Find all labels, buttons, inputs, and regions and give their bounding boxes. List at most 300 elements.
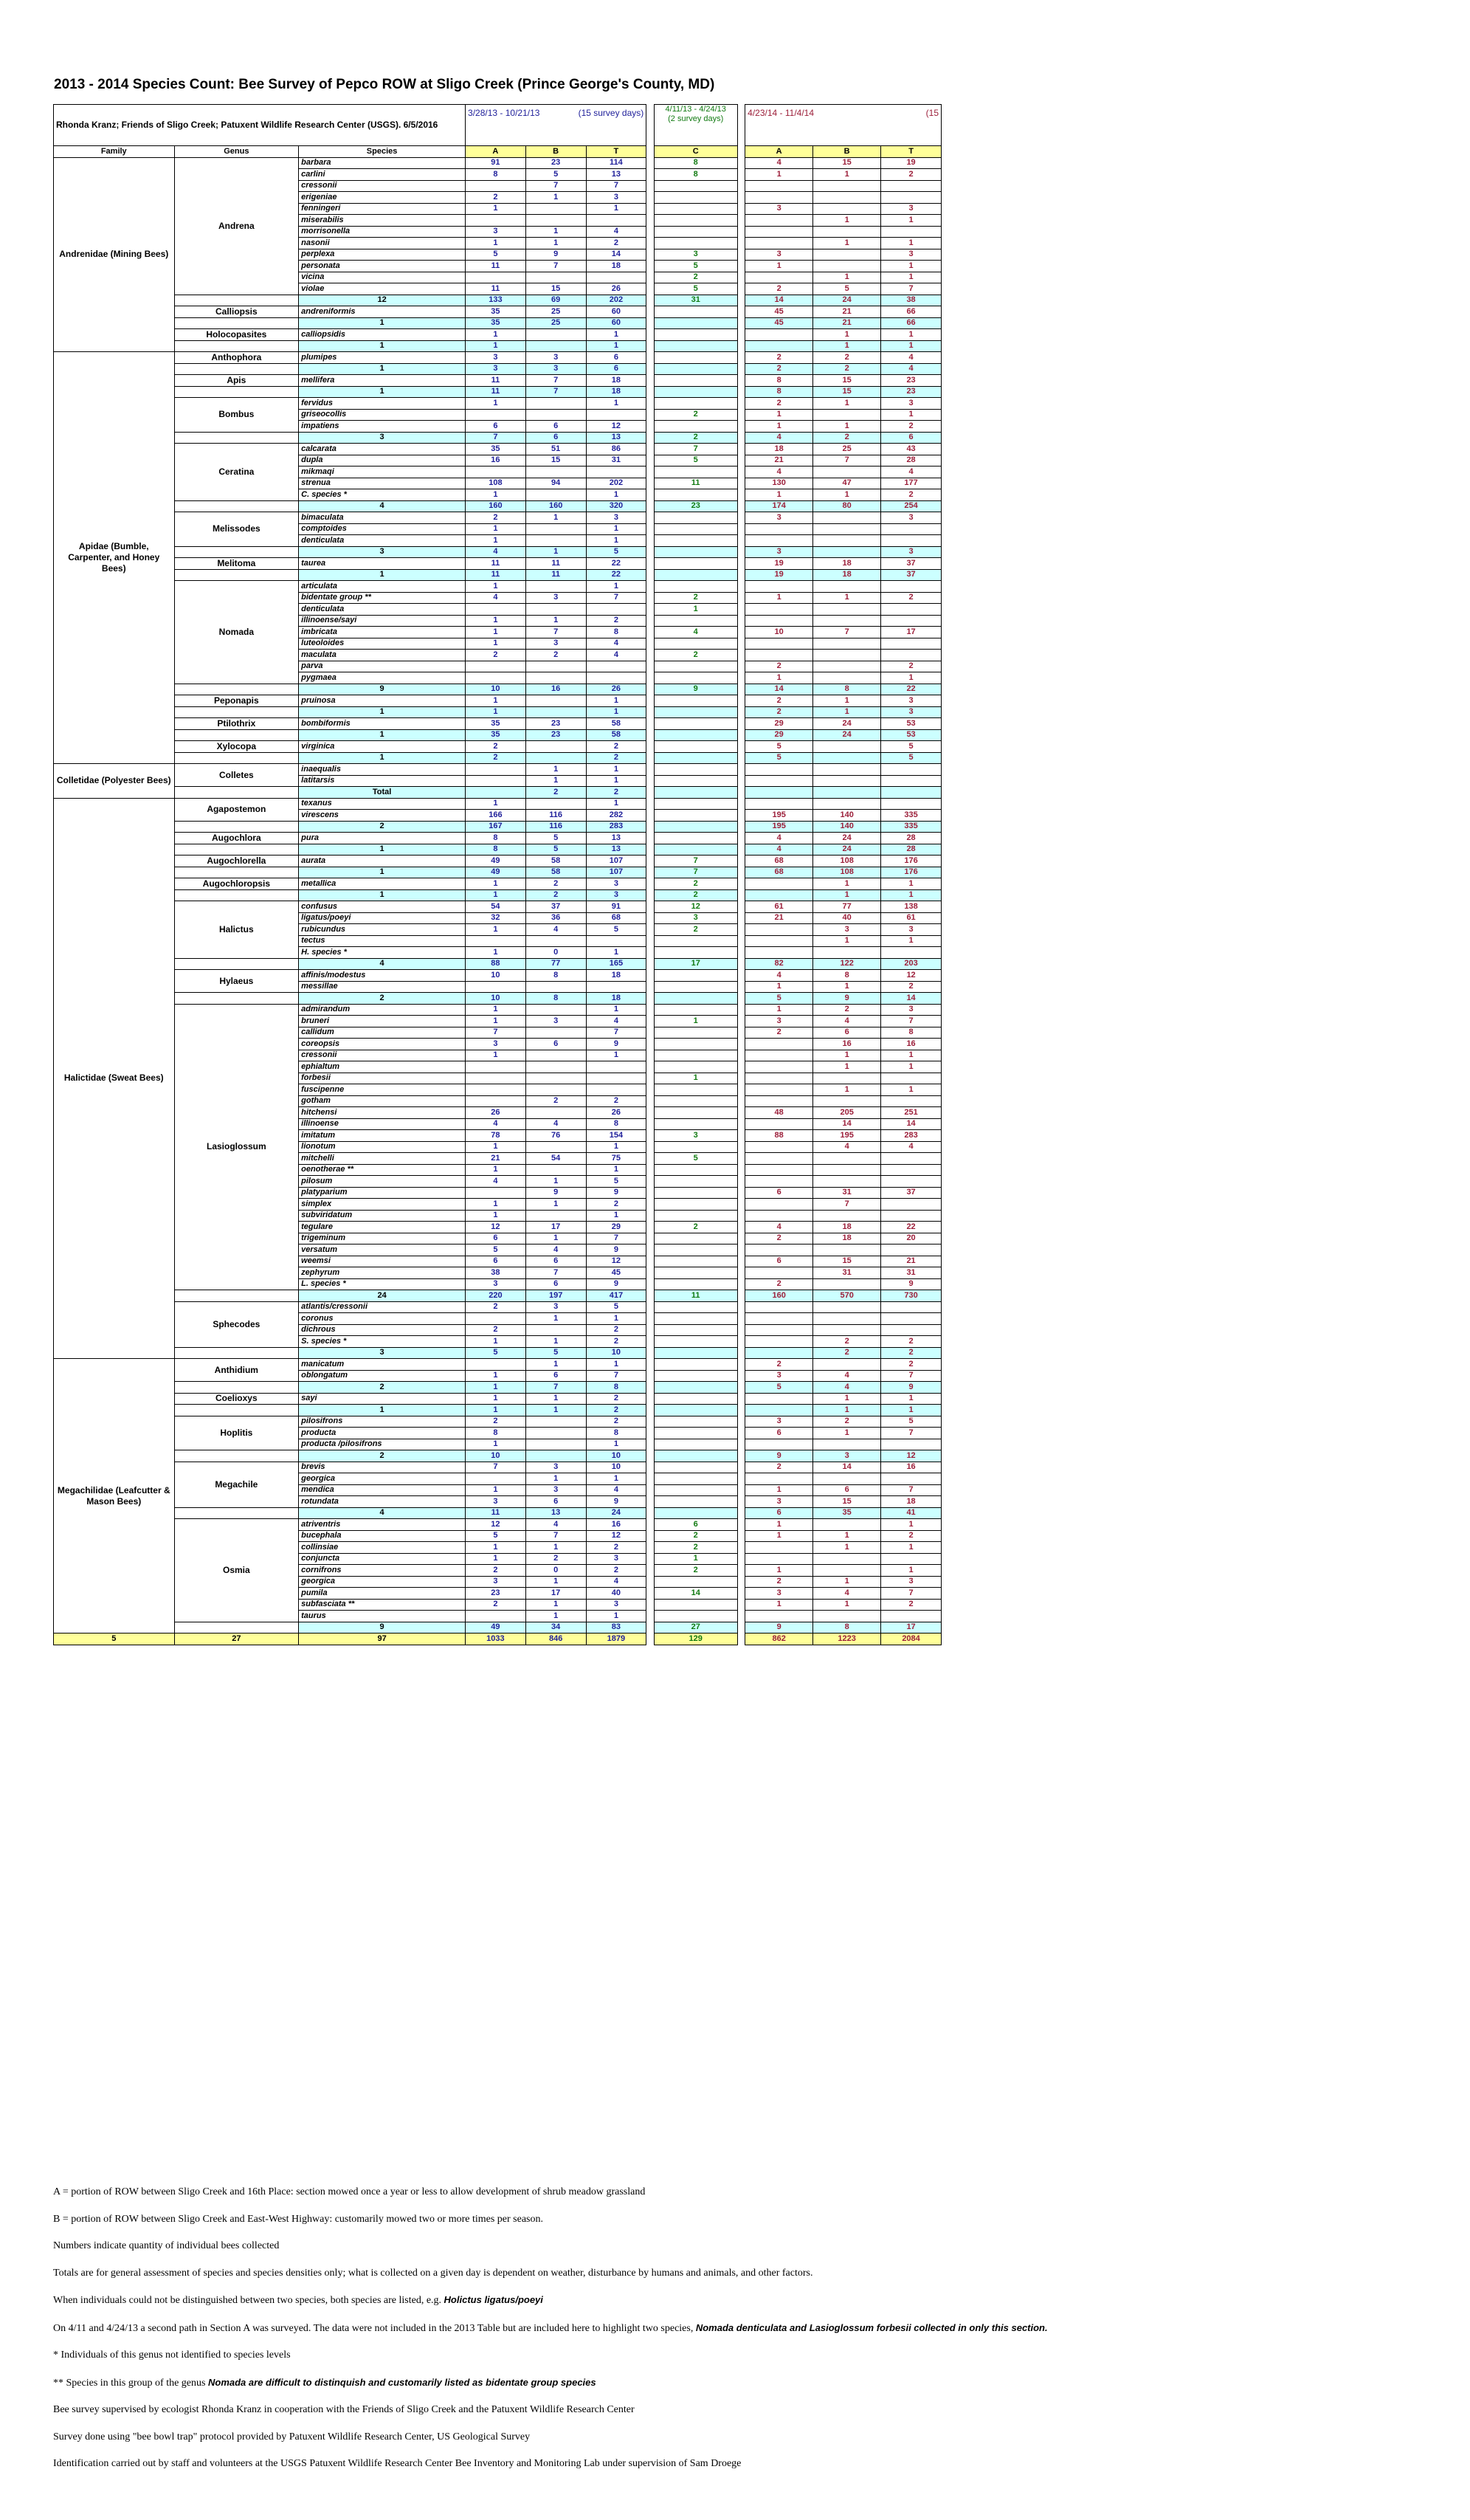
- count-c: [654, 1256, 737, 1267]
- count-a-2014: [745, 238, 813, 249]
- count-c: 1: [654, 1016, 737, 1027]
- count-c: [654, 1336, 737, 1348]
- count-t-2014: 1: [881, 1542, 942, 1554]
- species-name: mikmaqi: [299, 467, 466, 478]
- count-c: 8: [654, 169, 737, 181]
- footnote-text: Totals are for general assessment of species and species densities only; what is collected on a given day is dependent on weather, disturbance by humans and animals, and other factors.: [53, 2267, 813, 2279]
- count-b-2013: 2: [525, 650, 586, 661]
- count-a-2014: 195: [745, 821, 813, 833]
- count-b-2014: 5: [813, 283, 881, 295]
- count-t-2014: 28: [881, 844, 942, 856]
- count-b-2013: 1: [525, 1542, 586, 1554]
- count-b-2013: 2: [525, 878, 586, 890]
- count-a-2013: 1: [466, 638, 526, 650]
- count-a-2014: [745, 581, 813, 593]
- species-name: imitatum: [299, 1130, 466, 1142]
- count-t-2014: 23: [881, 386, 942, 398]
- count-c: [654, 1095, 737, 1107]
- count-t-2013: 1: [586, 764, 646, 776]
- count-t-2014: [881, 638, 942, 650]
- species-name: versatum: [299, 1244, 466, 1256]
- count-c: 3: [654, 912, 737, 924]
- count-t-2013: 417: [586, 1290, 646, 1302]
- count-t-2014: 14: [881, 993, 942, 1005]
- count-t-2014: [881, 1153, 942, 1165]
- count-t-2014: [881, 787, 942, 799]
- species-name: lionotum: [299, 1141, 466, 1153]
- count-t-2013: 10: [586, 1450, 646, 1462]
- genus-subtotal-row: [54, 432, 942, 444]
- count-t-2014: 12: [881, 970, 942, 982]
- count-c: [654, 1187, 737, 1199]
- count-t-2014: 2: [881, 981, 942, 993]
- count-b-2013: 1: [525, 1199, 586, 1211]
- count-t-2013: 45: [586, 1267, 646, 1279]
- count-a-2013: 167: [466, 821, 526, 833]
- count-a-2014: 61: [745, 901, 813, 913]
- table-row: [54, 1004, 942, 1016]
- species-name: ligatus/poeyi: [299, 912, 466, 924]
- count-a-2013: 11: [466, 569, 526, 581]
- count-t-2013: 22: [586, 558, 646, 570]
- count-a-2013: 21: [466, 1153, 526, 1165]
- genus-cell: Sphecodes: [174, 1301, 299, 1347]
- count-t-2013: 9: [586, 1039, 646, 1050]
- species-name: forbesii: [299, 1073, 466, 1084]
- count-a-2014: 1: [745, 1530, 813, 1542]
- count-a-2013: 1: [466, 329, 526, 341]
- species-name: atlantis/cressonii: [299, 1301, 466, 1313]
- table-row: [54, 1462, 942, 1473]
- table-row: [54, 329, 942, 341]
- count-a-2014: 2: [745, 283, 813, 295]
- table-row: [54, 901, 942, 913]
- count-b-2013: 7: [525, 386, 586, 398]
- count-t-2014: 22: [881, 684, 942, 695]
- genus-subtotal-blank: [174, 386, 299, 398]
- count-t-2014: 9: [881, 1278, 942, 1290]
- count-c: [654, 638, 737, 650]
- count-b-2014: 140: [813, 810, 881, 822]
- count-c: [654, 1611, 737, 1622]
- count-a-2013: [466, 1359, 526, 1371]
- count-b-2013: 0: [525, 1565, 586, 1577]
- count-a-2014: 5: [745, 752, 813, 764]
- authors-note: Rhonda Kranz; Friends of Sligo Creek; Patuxent Wildlife Research Center (USGS). 6/5/2016: [54, 105, 466, 146]
- count-b-2013: 116: [525, 821, 586, 833]
- count-b-2013: [525, 706, 586, 718]
- count-t-2014: 2: [881, 169, 942, 181]
- count-b-2014: [813, 1324, 881, 1336]
- genus-subtotal-row: [54, 958, 942, 970]
- species-name: gotham: [299, 1095, 466, 1107]
- count-t-2013: 8: [586, 1382, 646, 1394]
- count-b-2014: 2: [813, 1336, 881, 1348]
- count-b-2013: 6: [525, 1256, 586, 1267]
- species-name: fuscipenne: [299, 1084, 466, 1096]
- table-row: [54, 878, 942, 890]
- species-name: simplex: [299, 1199, 466, 1211]
- count-a-2013: 4: [466, 1118, 526, 1130]
- count-b-2013: 6: [525, 432, 586, 444]
- genus-subtotal-row: [54, 1450, 942, 1462]
- total-b-2013: 846: [525, 1633, 586, 1645]
- period-c-days: (2 survey days): [668, 114, 724, 123]
- count-t-2014: [881, 1244, 942, 1256]
- count-t-2013: 83: [586, 1622, 646, 1633]
- species-name: taurea: [299, 558, 466, 570]
- count-t-2013: 3: [586, 1553, 646, 1565]
- count-t-2014: 1: [881, 672, 942, 684]
- count-b-2014: 195: [813, 1130, 881, 1142]
- count-t-2013: 154: [586, 1130, 646, 1142]
- count-a-2014: [745, 1095, 813, 1107]
- species-name: taurus: [299, 1611, 466, 1622]
- count-t-2014: [881, 535, 942, 547]
- count-a-2014: [745, 889, 813, 901]
- count-t-2014: 3: [881, 398, 942, 410]
- species-name: tegulare: [299, 1222, 466, 1233]
- period-c-header: [654, 105, 737, 146]
- species-name: manicatum: [299, 1359, 466, 1371]
- count-b-2014: 1: [813, 340, 881, 352]
- count-a-2014: 6: [745, 1256, 813, 1267]
- count-b-2013: [525, 798, 586, 810]
- count-t-2013: 2: [586, 238, 646, 249]
- count-t-2013: 1: [586, 1141, 646, 1153]
- genus-subtotal-row: [54, 1507, 942, 1519]
- footnote-text: Identification carried out by staff and volunteers at the USGS Patuxent Wildlife Research Center Bee Inventory and Monitoring Lab under supervision of Sam Droege: [53, 2458, 742, 2469]
- species-count: 2: [299, 1382, 466, 1394]
- count-a-2014: 8: [745, 386, 813, 398]
- count-b-2013: 7: [525, 1382, 586, 1394]
- count-b-2014: 2: [813, 1347, 881, 1359]
- count-a-2014: 14: [745, 295, 813, 306]
- count-a-2013: 12: [466, 1519, 526, 1531]
- count-a-2014: 68: [745, 867, 813, 878]
- species-name: producta /pilosifrons: [299, 1439, 466, 1450]
- count-b-2014: [813, 947, 881, 959]
- count-t-2013: [586, 467, 646, 478]
- count-a-2013: 1: [466, 1004, 526, 1016]
- species-name: texanus: [299, 798, 466, 810]
- species-name: aurata: [299, 856, 466, 867]
- count-a-2014: [745, 1347, 813, 1359]
- count-t-2014: 7: [881, 1428, 942, 1439]
- count-c: [654, 1061, 737, 1073]
- count-c: [654, 1324, 737, 1336]
- count-b-2014: 6: [813, 1484, 881, 1496]
- species-name: coreopsis: [299, 1039, 466, 1050]
- count-t-2014: 1: [881, 878, 942, 890]
- count-c: 5: [654, 261, 737, 272]
- count-a-2014: 174: [745, 500, 813, 512]
- count-t-2014: 1: [881, 261, 942, 272]
- count-a-2013: [466, 1313, 526, 1325]
- count-t-2013: 165: [586, 958, 646, 970]
- count-a-2013: 4: [466, 1176, 526, 1188]
- count-t-2013: 10: [586, 1347, 646, 1359]
- count-t-2014: 19: [881, 157, 942, 169]
- count-c: [654, 764, 737, 776]
- count-a-2013: [466, 467, 526, 478]
- species-name: mendica: [299, 1484, 466, 1496]
- count-b-2014: [813, 1439, 881, 1450]
- species-count: 3: [299, 546, 466, 558]
- count-t-2013: 2: [586, 1095, 646, 1107]
- count-t-2014: 21: [881, 1256, 942, 1267]
- count-t-2013: 13: [586, 169, 646, 181]
- count-b-2014: [813, 581, 881, 593]
- count-b-2014: 21: [813, 317, 881, 329]
- count-a-2013: 11: [466, 386, 526, 398]
- count-b-2013: 77: [525, 958, 586, 970]
- species-name: latitarsis: [299, 775, 466, 787]
- species-name: hitchensi: [299, 1107, 466, 1119]
- count-a-2013: 8: [466, 169, 526, 181]
- count-c: 23: [654, 500, 737, 512]
- count-c: [654, 1267, 737, 1279]
- count-t-2014: 1: [881, 340, 942, 352]
- count-c: [654, 467, 737, 478]
- period-2014-days: (15: [925, 108, 939, 118]
- count-a-2013: 8: [466, 1428, 526, 1439]
- count-a-2014: 4: [745, 432, 813, 444]
- genus-subtotal-row: [54, 889, 942, 901]
- count-a-2014: [745, 1301, 813, 1313]
- count-t-2014: 16: [881, 1039, 942, 1050]
- count-a-2014: [745, 1439, 813, 1450]
- count-a-2014: 19: [745, 558, 813, 570]
- count-b-2014: 8: [813, 970, 881, 982]
- count-a-2014: [745, 1176, 813, 1188]
- count-t-2013: 7: [586, 1370, 646, 1382]
- count-b-2013: 1: [525, 1233, 586, 1244]
- genus-subtotal-blank: [174, 1382, 299, 1394]
- count-a-2014: [745, 1553, 813, 1565]
- count-a-2013: 7: [466, 1462, 526, 1473]
- count-t-2013: 4: [586, 226, 646, 238]
- table-row: [54, 157, 942, 169]
- count-t-2014: [881, 581, 942, 593]
- species-count: 97: [299, 1633, 466, 1645]
- count-c: 2: [654, 1542, 737, 1554]
- count-a-2014: [745, 1153, 813, 1165]
- species-count: 4: [299, 958, 466, 970]
- count-c: 8: [654, 157, 737, 169]
- genus-subtotal-blank: [174, 787, 299, 799]
- count-t-2014: 53: [881, 729, 942, 741]
- count-a-2013: 2: [466, 512, 526, 524]
- count-t-2013: [586, 661, 646, 672]
- count-t-2013: 2: [586, 615, 646, 627]
- species-count: 1: [299, 363, 466, 375]
- species-name: inaequalis: [299, 764, 466, 776]
- header-species: Species: [299, 146, 466, 158]
- count-b-2013: 1: [525, 546, 586, 558]
- species-name: miserabilis: [299, 215, 466, 227]
- count-b-2013: [525, 1439, 586, 1450]
- count-t-2013: 16: [586, 1519, 646, 1531]
- count-c: [654, 1039, 737, 1050]
- footnote: [53, 2239, 1440, 2254]
- count-a-2014: 1: [745, 1004, 813, 1016]
- count-t-2013: 7: [586, 1233, 646, 1244]
- count-b-2013: 4: [525, 1519, 586, 1531]
- count-a-2013: 11: [466, 1507, 526, 1519]
- count-b-2014: 80: [813, 500, 881, 512]
- genus-cell: Ptilothrix: [174, 718, 299, 730]
- count-a-2014: 10: [745, 627, 813, 638]
- count-c: [654, 203, 737, 215]
- count-a-2014: 9: [745, 1450, 813, 1462]
- count-b-2014: 2: [813, 1004, 881, 1016]
- count-t-2014: 7: [881, 283, 942, 295]
- count-b-2014: [813, 1073, 881, 1084]
- table-row: [54, 444, 942, 455]
- count-t-2013: [586, 1084, 646, 1096]
- table-row: [54, 695, 942, 707]
- count-t-2014: 1: [881, 409, 942, 421]
- genus-subtotal-row: [54, 1347, 942, 1359]
- count-a-2014: [745, 650, 813, 661]
- count-a-2013: 1: [466, 1439, 526, 1450]
- count-b-2014: 1: [813, 1599, 881, 1611]
- genus-subtotal-row: [54, 844, 942, 856]
- count-c: 27: [654, 1622, 737, 1633]
- count-c: [654, 512, 737, 524]
- count-b-2014: [813, 1565, 881, 1577]
- count-b-2013: 69: [525, 295, 586, 306]
- count-b-2014: 24: [813, 729, 881, 741]
- count-t-2013: 7: [586, 180, 646, 192]
- count-a-2014: 130: [745, 478, 813, 489]
- count-a-2014: 160: [745, 1290, 813, 1302]
- count-t-2013: 18: [586, 375, 646, 387]
- genus-subtotal-blank: [174, 1507, 299, 1519]
- count-t-2014: 730: [881, 1290, 942, 1302]
- count-b-2014: [813, 409, 881, 421]
- count-c: [654, 1199, 737, 1211]
- count-a-2013: 220: [466, 1290, 526, 1302]
- species-count: 1: [299, 752, 466, 764]
- count-b-2013: [525, 1450, 586, 1462]
- count-a-2013: 160: [466, 500, 526, 512]
- count-b-2014: 1: [813, 935, 881, 947]
- count-b-2013: 1: [525, 1405, 586, 1416]
- count-a-2014: 2: [745, 1359, 813, 1371]
- count-t-2013: 7: [586, 592, 646, 604]
- count-t-2014: [881, 226, 942, 238]
- count-b-2014: 77: [813, 901, 881, 913]
- count-t-2014: [881, 1164, 942, 1176]
- count-t-2013: 1: [586, 1210, 646, 1222]
- count-b-2014: [813, 535, 881, 547]
- count-a-2014: 3: [745, 1016, 813, 1027]
- species-name: brevis: [299, 1462, 466, 1473]
- count-b-2013: 37: [525, 901, 586, 913]
- species-name: platyparium: [299, 1187, 466, 1199]
- count-b-2014: [813, 523, 881, 535]
- count-t-2013: [586, 215, 646, 227]
- total-a-2013: 1033: [466, 1633, 526, 1645]
- count-a-2014: 1: [745, 981, 813, 993]
- count-a-2013: 49: [466, 1622, 526, 1633]
- count-a-2013: 1: [466, 535, 526, 547]
- count-b-2014: 15: [813, 157, 881, 169]
- count-a-2013: 35: [466, 444, 526, 455]
- count-b-2014: 35: [813, 1507, 881, 1519]
- count-t-2014: 31: [881, 1267, 942, 1279]
- count-a-2014: 4: [745, 970, 813, 982]
- count-t-2014: 3: [881, 203, 942, 215]
- count-c: [654, 1164, 737, 1176]
- count-t-2014: 1: [881, 329, 942, 341]
- count-t-2013: 18: [586, 261, 646, 272]
- table-row: [54, 558, 942, 570]
- page-title: 2013 - 2014 Species Count: Bee Survey of Pepco ROW at Sligo Creek (Prince George's County, MD): [54, 77, 715, 92]
- genus-cell: Holocopasites: [174, 329, 299, 341]
- count-b-2014: 21: [813, 306, 881, 318]
- count-a-2014: [745, 1611, 813, 1622]
- count-b-2013: [525, 1324, 586, 1336]
- genus-cell: Lasioglossum: [174, 1004, 299, 1290]
- count-c: [654, 1141, 737, 1153]
- family-cell: Andrenidae (Mining Bees): [54, 157, 175, 352]
- genus-subtotal-blank: [174, 958, 299, 970]
- count-c: 1: [654, 604, 737, 616]
- species-name: griseocollis: [299, 409, 466, 421]
- count-a-2013: 2: [466, 650, 526, 661]
- count-b-2013: [525, 604, 586, 616]
- count-b-2014: 40: [813, 912, 881, 924]
- genus-cell: Nomada: [174, 581, 299, 684]
- count-b-2013: 13: [525, 1507, 586, 1519]
- count-t-2013: 2: [586, 1416, 646, 1428]
- count-c: 2: [654, 650, 737, 661]
- count-c: 11: [654, 478, 737, 489]
- genus-subtotal-row: [54, 500, 942, 512]
- count-a-2013: [466, 787, 526, 799]
- count-a-2013: [466, 604, 526, 616]
- species-name: denticulata: [299, 535, 466, 547]
- count-t-2013: 107: [586, 867, 646, 878]
- species-name: articulata: [299, 581, 466, 593]
- count-t-2014: 3: [881, 706, 942, 718]
- count-t-2014: 5: [881, 752, 942, 764]
- count-a-2013: 1: [466, 924, 526, 936]
- count-b-2013: 11: [525, 569, 586, 581]
- count-b-2014: [813, 661, 881, 672]
- count-t-2014: 335: [881, 821, 942, 833]
- count-b-2013: 7: [525, 1267, 586, 1279]
- genus-subtotal-row: [54, 363, 942, 375]
- species-name: erigeniae: [299, 192, 466, 204]
- count-a-2014: [745, 1473, 813, 1485]
- species-count: 3: [299, 432, 466, 444]
- count-b-2014: 31: [813, 1267, 881, 1279]
- count-c: 2: [654, 592, 737, 604]
- footnote: [53, 2212, 1440, 2227]
- count-a-2014: 1: [745, 1484, 813, 1496]
- count-b-2014: 1: [813, 238, 881, 249]
- meta-row: [54, 105, 942, 146]
- count-a-2013: 32: [466, 912, 526, 924]
- species-name: sayi: [299, 1393, 466, 1405]
- count-t-2014: 2: [881, 489, 942, 501]
- count-b-2013: 23: [525, 729, 586, 741]
- count-a-2014: [745, 1542, 813, 1554]
